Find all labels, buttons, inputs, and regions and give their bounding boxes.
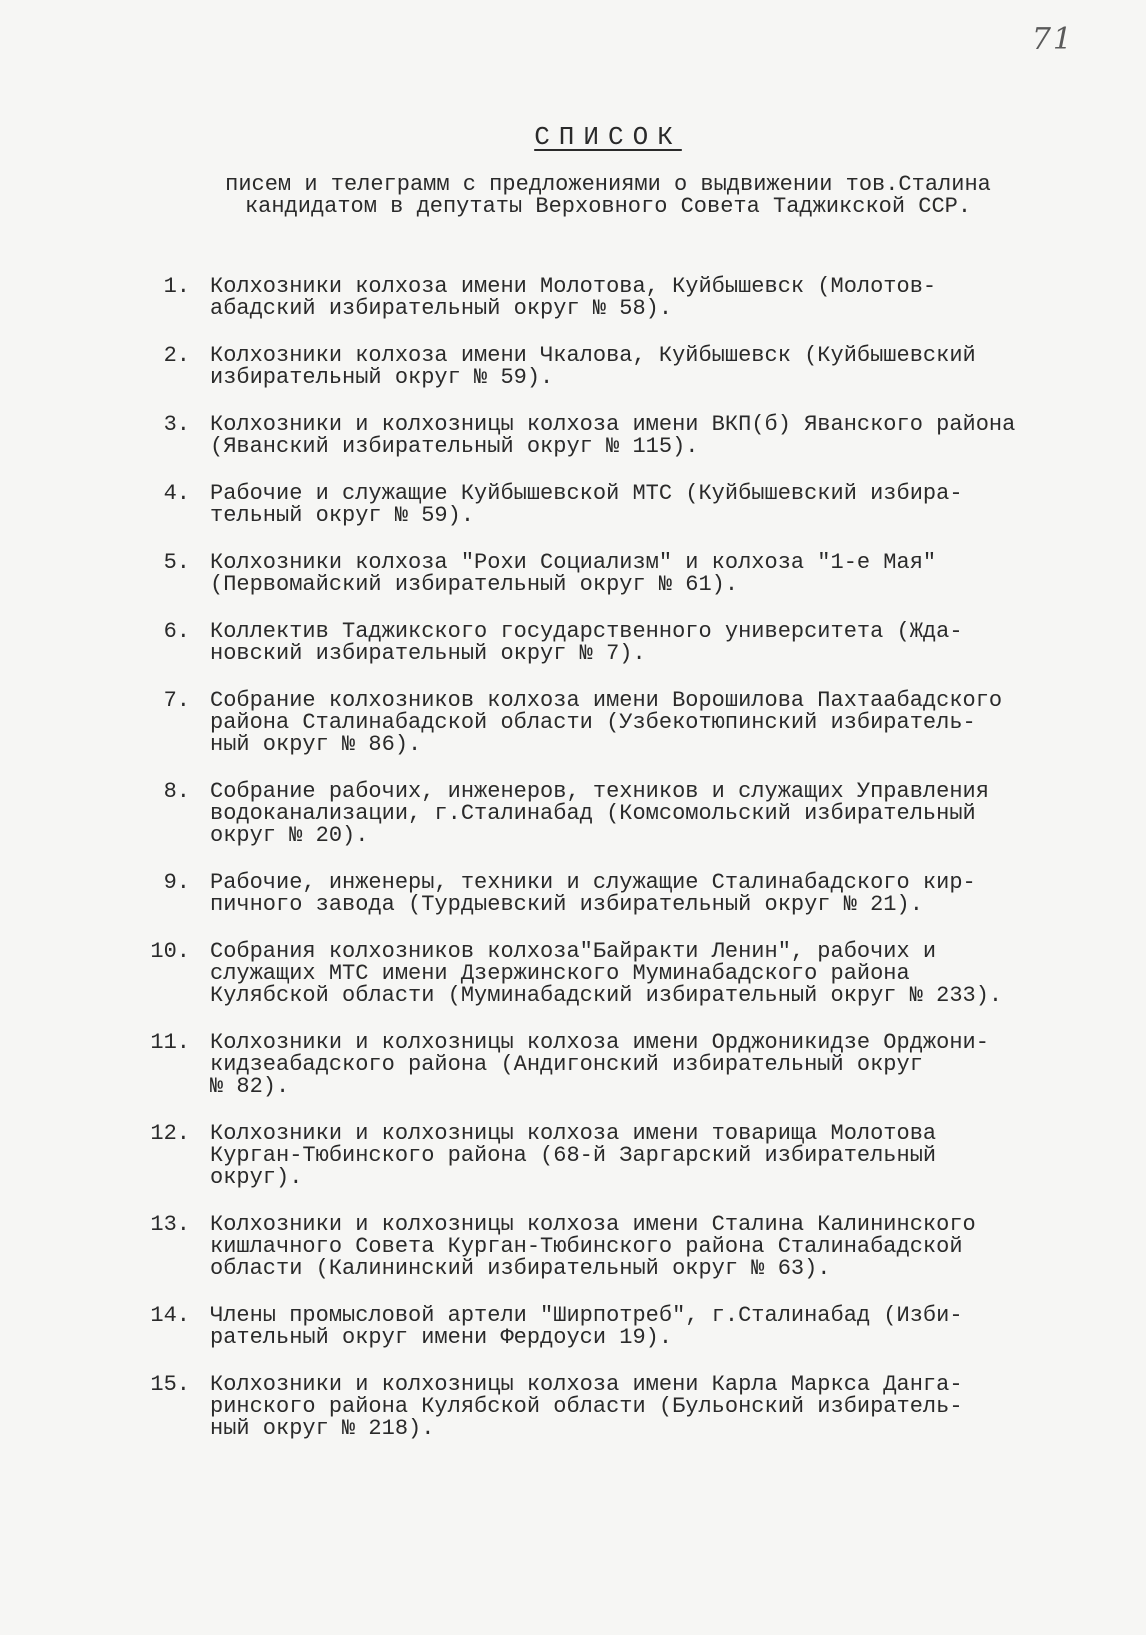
list-item-number: 15. xyxy=(150,1372,190,1397)
list-item xyxy=(148,1214,1108,1280)
list-item-text-line: Курган-Тюбинского района (68-й Заргарский избирательный xyxy=(210,1143,937,1168)
list-item-number: 3. xyxy=(163,412,190,437)
list-item-text-line: № 82). xyxy=(210,1074,290,1099)
list-item-text-line: тельный округ № 59). xyxy=(210,503,475,528)
list-item-text-line: ный округ № 86). xyxy=(210,732,422,757)
list-item xyxy=(148,781,1108,847)
list-item-text-line: кишлачного Совета Курган-Тюбинского района Сталинабадской xyxy=(210,1234,963,1259)
list-item-text-line: Кулябской области (Муминабадский избирательный округ № 233). xyxy=(210,983,1003,1008)
document-subtitle xyxy=(0,174,1146,218)
list-item-text-line: Колхозники и колхозницы колхоза имени Сталина Калининского xyxy=(210,1212,976,1237)
list-item-text-line: округ № 20). xyxy=(210,823,369,848)
letters-list xyxy=(148,276,1108,1465)
list-item-text-line: (Яванский избирательный округ № 115). xyxy=(210,434,699,459)
list-item-number: 10. xyxy=(150,939,190,964)
list-item xyxy=(148,414,1108,458)
list-item-text-line: Собрания колхозников колхоза"Байракти Ленин", рабочих и xyxy=(210,939,937,964)
list-item xyxy=(148,552,1108,596)
list-item-number: 7. xyxy=(163,688,190,713)
page-number: 71 xyxy=(1031,22,1074,57)
list-item-text-line: Колхозники колхоза имени Чкалова, Куйбышевск (Куйбышевский xyxy=(210,343,976,368)
list-item-number: 6. xyxy=(163,619,190,644)
list-item-text-line: Рабочие, инженеры, техники и служащие Сталинабадского кир- xyxy=(210,870,976,895)
list-item-text-line: Колхозники и колхозницы колхоза имени ВКП(б) Яванского района xyxy=(210,412,1016,437)
list-item xyxy=(148,1032,1108,1098)
list-item-text-line: водоканализации, г.Сталинабад (Комсомольский избирательный xyxy=(210,801,976,826)
list-item-text-line: Колхозники и колхозницы колхоза имени товарища Молотова xyxy=(210,1121,937,1146)
list-item-text-line: округ). xyxy=(210,1165,303,1190)
list-item-text-line: области (Калининский избирательный округ № 63). xyxy=(210,1256,831,1281)
list-item-text-line: абадский избирательный округ № 58). xyxy=(210,296,673,321)
list-item-number: 5. xyxy=(163,550,190,575)
list-item-number: 14. xyxy=(150,1303,190,1328)
list-item-text-line: пичного завода (Турдыевский избирательный округ № 21). xyxy=(210,892,923,917)
list-item xyxy=(148,345,1108,389)
list-item-text-line: Собрание колхозников колхоза имени Ворошилова Пахтаабадского xyxy=(210,688,1003,713)
list-item-text-line: Колхозники колхоза "Рохи Социализм" и колхоза "1-е Мая" xyxy=(210,550,937,575)
list-item-text-line: Колхозники и колхозницы колхоза имени Карла Маркса Данга- xyxy=(210,1372,963,1397)
list-item-number: 12. xyxy=(150,1121,190,1146)
list-item-text-line: Рабочие и служащие Куйбышевской МТС (Куйбышевский избира- xyxy=(210,481,963,506)
list-item xyxy=(148,690,1108,756)
list-item-text-line: ный округ № 218). xyxy=(210,1416,435,1441)
list-item-text-line: Колхозники колхоза имени Молотова, Куйбышевск (Молотов- xyxy=(210,274,937,299)
subtitle-line: кандидатом в депутаты Верховного Совета Таджикской ССР. xyxy=(244,194,972,219)
list-item xyxy=(148,483,1108,527)
list-item xyxy=(148,1374,1108,1440)
document-title: СПИСОК xyxy=(534,122,682,152)
list-item-text-line: кидзеабадского района (Андигонский избирательный округ xyxy=(210,1052,923,1077)
list-item-text-line: новский избирательный округ № 7). xyxy=(210,641,646,666)
list-item-number: 1. xyxy=(163,274,190,299)
list-item-text-line: Собрание рабочих, инженеров, техников и служащих Управления xyxy=(210,779,989,804)
list-item-text-line: Коллектив Таджикского государственного университета (Жда- xyxy=(210,619,963,644)
list-item-number: 2. xyxy=(163,343,190,368)
list-item-number: 8. xyxy=(163,779,190,804)
list-item xyxy=(148,621,1108,665)
list-item-text-line: служащих МТС имени Дзержинского Муминабадского района xyxy=(210,961,910,986)
list-item xyxy=(148,941,1108,1007)
list-item xyxy=(148,1123,1108,1189)
list-item-number: 11. xyxy=(150,1030,190,1055)
list-item-text-line: избирательный округ № 59). xyxy=(210,365,554,390)
list-item-number: 9. xyxy=(163,870,190,895)
list-item xyxy=(148,1305,1108,1349)
list-item-number: 4. xyxy=(163,481,190,506)
list-item-number: 13. xyxy=(150,1212,190,1237)
list-item xyxy=(148,872,1108,916)
list-item-text-line: Члены промысловой артели "Ширпотреб", г.Сталинабад (Изби- xyxy=(210,1303,963,1328)
list-item-text-line: ринского района Кулябской области (Бульонский избиратель- xyxy=(210,1394,963,1419)
list-item-text-line: района Сталинабадской области (Узбекотюпинский избиратель- xyxy=(210,710,976,735)
list-item xyxy=(148,276,1108,320)
list-item-text-line: (Первомайский избирательный округ № 61). xyxy=(210,572,739,597)
list-item-text-line: Колхозники и колхозницы колхоза имени Орджоникидзе Орджони- xyxy=(210,1030,989,1055)
subtitle-line: писем и телеграмм с предложениями о выдвижении тов.Сталина xyxy=(225,172,991,197)
list-item-text-line: рательный округ имени Фердоуси 19). xyxy=(210,1325,673,1350)
